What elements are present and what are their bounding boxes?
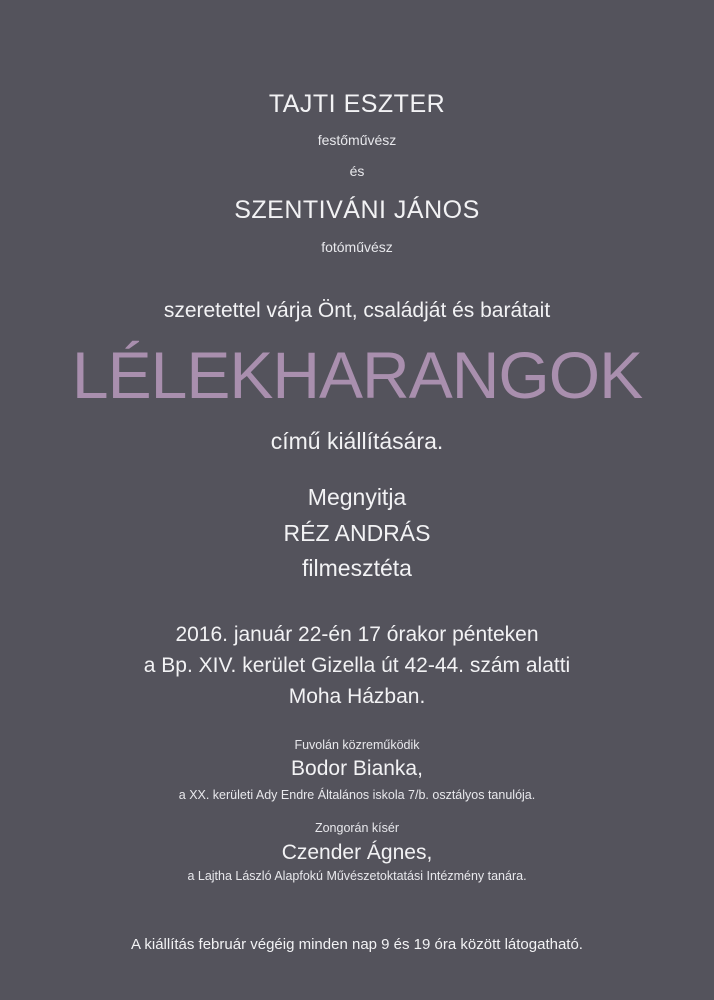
visiting-hours: A kiállítás február végéig minden nap 9 és 19 óra között látogatható. [131,936,583,953]
piano-description: a Lajtha László Alapfokú Művészetoktatási Intézmény tanára. [187,869,527,883]
piano-performer: Czender Ágnes, [281,841,433,864]
artist2-name: SZENTIVÁNI JÁNOS [234,196,480,224]
flute-label: Fuvolán közreműködik [294,738,420,752]
conjunction-text: és [349,163,365,179]
opening-role: filmesztéta [302,555,412,581]
artist2-role: fotóművész [321,239,393,255]
flute-description: a XX. kerületi Ady Endre Általános iskola 7/b. osztályos tanulója. [178,788,536,802]
exhibition-title: LÉLEKHARANGOK [71,338,643,412]
opening-name: RÉZ ANDRÁS [283,520,431,546]
invitation-text: szeretettel várja Önt, családját és barátait [163,299,551,322]
exhibition-suffix: című kiállítására. [270,428,444,454]
event-date: 2016. január 22-én 17 órakor pénteken [175,623,539,646]
opening-label: Megnyitja [307,484,407,510]
artist1-name: TAJTI ESZTER [268,90,446,118]
piano-label: Zongorán kísér [314,821,400,835]
flute-performer: Bodor Bianka, [291,757,423,780]
artist1-role: festőművész [317,132,397,148]
event-venue: Moha Házban. [288,685,426,708]
event-address: a Bp. XIV. kerület Gizella út 42-44. szám alatti [143,654,571,677]
